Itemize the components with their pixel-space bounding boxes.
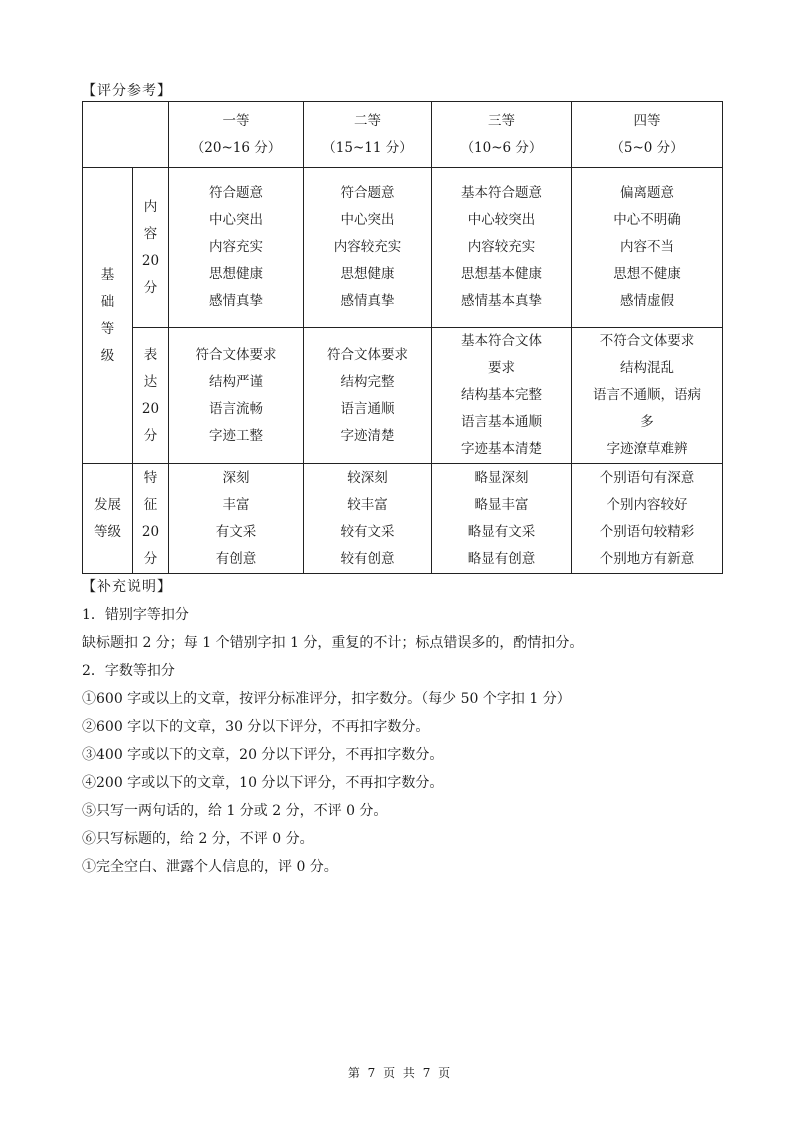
criterion-text: 思想健康 (209, 266, 263, 282)
expression-row (83, 328, 723, 464)
criterion-text: 内容较充实 (467, 239, 536, 255)
criterion-text: 较丰富 (347, 496, 388, 513)
criterion-text: 个别语句较精彩 (599, 523, 695, 540)
criterion-text: 不符合文体要求 (599, 333, 695, 349)
category-text: 等级 (94, 523, 121, 540)
criterion-text: 思想基本健康 (461, 266, 542, 282)
grade-header-2 (304, 102, 432, 168)
sub-label-char: 分 (143, 427, 158, 444)
grade-name: 三等 (488, 112, 515, 129)
criterion-text: 结构基本完整 (461, 387, 542, 403)
category-char: 等 (100, 320, 115, 337)
criterion-text: 较深刻 (347, 469, 388, 486)
content-grade-1-cell (169, 168, 304, 328)
criterion-text: 语言基本通顺 (461, 414, 542, 430)
grade-name: 四等 (633, 112, 661, 129)
feature-grade-2-cell (304, 464, 432, 574)
criterion-text: 基本符合题意 (461, 185, 542, 201)
criterion-text: 结构完整 (340, 373, 395, 390)
criterion-text: 略显有创意 (467, 550, 536, 567)
supplement-line: 缺标题扣 2 分；每 1 个错别字扣 1 分，重复的不计；标点错误多的，酌情扣分。 (82, 635, 584, 651)
criterion-text: 要求 (488, 360, 515, 376)
supplement-line: ④200 字或以下的文章，10 分以下评分，不再扣字数分。 (82, 775, 444, 791)
criterion-text: 丰富 (222, 496, 250, 513)
criterion-text: 符合文体要求 (327, 346, 408, 363)
criterion-text: 中心突出 (209, 212, 263, 228)
corner-cell (83, 102, 169, 168)
rubric-title: 【评分参考】 (82, 83, 172, 99)
supplement-line: ①600 字或以上的文章，按评分标准评分，扣字数分。（每少 50 个字扣 1 分） (82, 691, 571, 707)
criterion-text: 思想健康 (340, 266, 395, 282)
criterion-text: 符合题意 (340, 185, 395, 201)
grade-header-1 (169, 102, 304, 168)
criterion-text: 略显深刻 (474, 469, 529, 486)
criterion-text: 内容较充实 (333, 239, 402, 255)
grade-name: 二等 (354, 112, 381, 129)
feature-grade-1-cell (169, 464, 304, 574)
grade-range: （20~16 分） (190, 139, 282, 156)
expression-grade-2-cell (304, 328, 432, 464)
category-char: 基 (100, 266, 115, 283)
sub-label-char: 20 (141, 400, 160, 417)
content-grade-4-cell (572, 168, 723, 328)
grade-name: 一等 (222, 112, 250, 129)
supplement-line: 2．字数等扣分 (82, 663, 175, 679)
feature-row (83, 464, 723, 574)
category-development-label (83, 464, 133, 574)
supplement-line: ①完全空白、泄露个人信息的，评 0 分。 (82, 859, 338, 875)
rubric-table (82, 101, 723, 574)
criterion-text: 感情真挚 (209, 293, 263, 309)
criterion-text: 字迹工整 (209, 427, 263, 444)
category-char: 级 (100, 347, 115, 364)
criterion-text: 较有创意 (340, 550, 395, 567)
content-grade-2-cell (304, 168, 432, 328)
sub-label-char: 20 (141, 252, 160, 269)
page-footer: 第 7 页 共 7 页 (347, 1066, 453, 1080)
criterion-text: 有文采 (215, 523, 257, 540)
criterion-text: 中心较突出 (467, 212, 536, 228)
feature-grade-4-cell (572, 464, 723, 574)
criterion-text: 字迹潦草难辨 (606, 441, 688, 457)
category-text: 发展 (94, 496, 121, 513)
category-basic-label (83, 168, 133, 464)
expression-grade-3-cell (432, 328, 572, 464)
criterion-text: 略显丰富 (474, 496, 529, 513)
criterion-text: 内容充实 (209, 239, 263, 255)
supplement-title: 【补充说明】 (82, 579, 172, 595)
grade-header-4 (572, 102, 723, 168)
criterion-text: 中心突出 (340, 212, 395, 228)
criterion-text: 中心不明确 (613, 212, 681, 228)
grade-range: （15~11 分） (322, 139, 413, 156)
grade-header-3 (432, 102, 572, 168)
criterion-text: 偏离题意 (620, 185, 674, 201)
category-char: 础 (100, 293, 115, 310)
criterion-text: 语言通顺 (340, 400, 395, 417)
criterion-text: 符合文体要求 (195, 346, 277, 363)
criterion-text: 内容不当 (620, 239, 674, 255)
supplement-line: 1．错别字等扣分 (82, 607, 189, 623)
sub-content-label (133, 168, 169, 328)
criterion-text: 深刻 (222, 469, 250, 486)
sub-label-char: 达 (143, 373, 158, 390)
expression-grade-4-cell (572, 328, 723, 464)
sub-label-char: 征 (143, 496, 158, 513)
sub-label-char: 分 (143, 279, 158, 296)
sub-label-char: 容 (143, 225, 158, 242)
criterion-text: 多 (640, 414, 654, 430)
criterion-text: 符合题意 (209, 185, 263, 201)
criterion-text: 个别内容较好 (606, 496, 688, 513)
grade-range: （5~0 分） (610, 139, 684, 156)
criterion-text: 语言流畅 (209, 400, 263, 417)
sub-label-char: 20 (141, 523, 160, 540)
criterion-text: 结构严谨 (209, 373, 263, 390)
criterion-text: 个别地方有新意 (599, 550, 695, 567)
criterion-text: 基本符合文体 (461, 333, 542, 349)
expression-grade-1-cell (169, 328, 304, 464)
sub-label-char: 内 (143, 198, 158, 215)
criterion-text: 感情真挚 (340, 293, 395, 309)
criterion-text: 有创意 (215, 550, 257, 567)
criterion-text: 语言不通顺，语病 (593, 387, 701, 403)
sub-label-char: 表 (143, 346, 158, 363)
sub-label-char: 特 (143, 469, 158, 486)
feature-grade-3-cell (432, 464, 572, 574)
criterion-text: 字迹基本清楚 (461, 441, 542, 457)
grade-header-row (83, 102, 723, 168)
supplement-line: ⑤只写一两句话的，给 1 分或 2 分，不评 0 分。 (82, 803, 388, 819)
criterion-text: 感情虚假 (620, 293, 674, 309)
supplement-line: ⑥只写标题的，给 2 分，不评 0 分。 (82, 831, 314, 847)
criterion-text: 较有文采 (340, 523, 395, 540)
supplement-line: ③400 字或以下的文章，20 分以下评分，不再扣字数分。 (82, 747, 444, 763)
criterion-text: 略显有文采 (467, 523, 536, 540)
criterion-text: 思想不健康 (613, 266, 681, 282)
supplement-line: ②600 字以下的文章，30 分以下评分，不再扣字数分。 (82, 719, 430, 735)
sub-expression-label (133, 328, 169, 464)
content-grade-3-cell (432, 168, 572, 328)
sub-feature-label (133, 464, 169, 574)
grade-range: （10~6 分） (460, 139, 543, 156)
criterion-text: 结构混乱 (620, 360, 674, 376)
criterion-text: 字迹清楚 (340, 427, 395, 444)
criterion-text: 感情基本真挚 (461, 293, 542, 309)
content-row (83, 168, 723, 328)
sub-label-char: 分 (143, 550, 158, 567)
criterion-text: 个别语句有深意 (599, 469, 695, 486)
